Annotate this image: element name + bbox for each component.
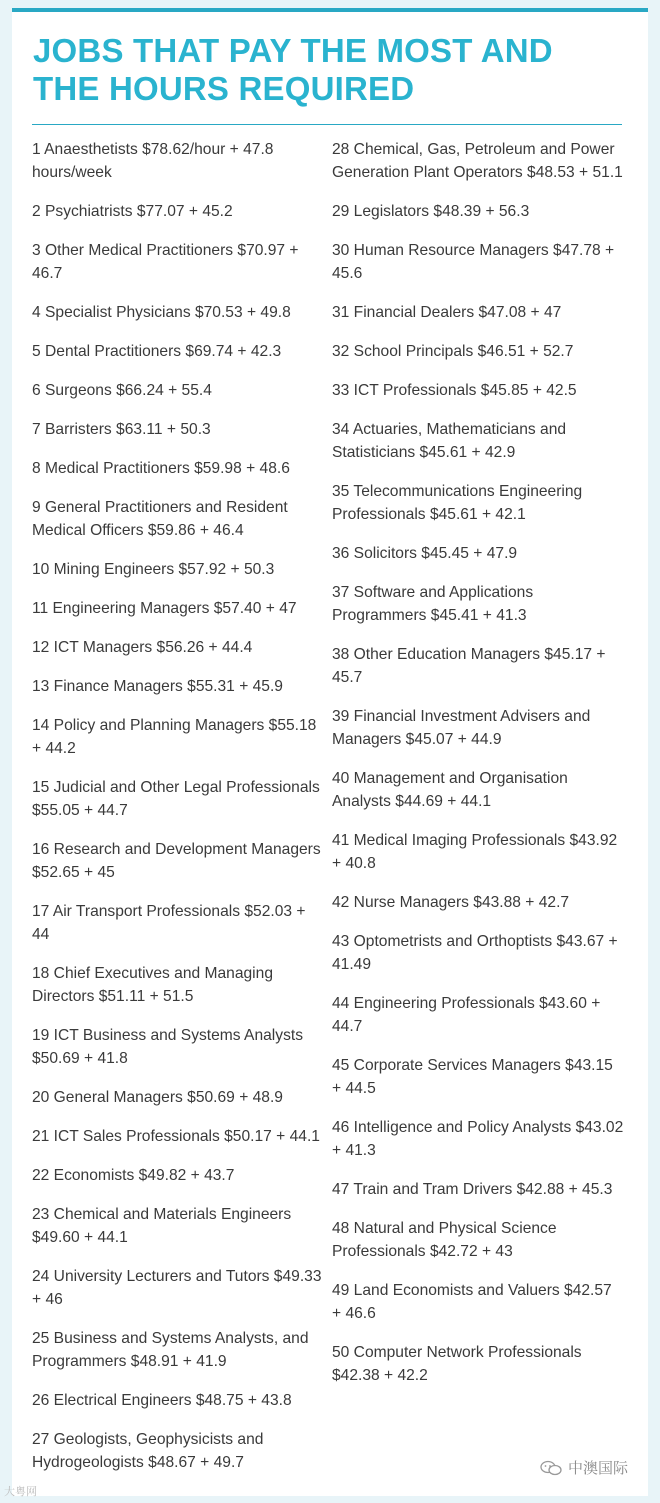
list-item: 44 Engineering Professionals $43.60 + 44.7 [332,995,601,1035]
list-item: 19 ICT Business and Systems Analysts $50.69 + 41.8 [32,1027,303,1067]
list-item: 42 Nurse Managers $43.88 + 42.7 [332,894,570,911]
list-item: 4 Specialist Physicians $70.53 + 49.8 [32,304,291,321]
list-item: 3 Other Medical Practitioners $70.97 + 46.7 [32,242,299,282]
list-item: 10 Mining Engineers $57.92 + 50.3 [32,561,275,578]
list-item: 40 Management and Organisation Analysts $44.69 + 44.1 [332,770,568,810]
list-item: 13 Finance Managers $55.31 + 45.9 [32,678,283,695]
list-item: 37 Software and Applications Programmers $45.41 + 41.3 [332,584,534,624]
title-divider [32,124,622,125]
list-item: 43 Optometrists and Orthoptists $43.67 + 41.49 [332,933,618,973]
jobs-list-left [32,138,322,1490]
list-item: 8 Medical Practitioners $59.98 + 48.6 [32,460,290,477]
page-title: JOBS THAT PAY THE MOST AND THE HOURS REQUIRED [33,32,553,107]
list-item: 7 Barristers $63.11 + 50.3 [32,421,211,438]
watermark-right [540,1457,628,1478]
list-item: 5 Dental Practitioners $69.74 + 42.3 [32,343,282,360]
list-item: 34 Actuaries, Mathematicians and Statisticians $45.61 + 42.9 [332,421,567,461]
list-item: 15 Judicial and Other Legal Professionals $55.05 + 44.7 [32,779,320,819]
list-item: 16 Research and Development Managers $52.65 + 45 [32,841,321,881]
list-item: 31 Financial Dealers $47.08 + 47 [332,304,562,321]
list-item: 32 School Principals $46.51 + 52.7 [332,343,574,360]
list-item: 2 Psychiatrists $77.07 + 45.2 [32,203,233,220]
list-item: 14 Policy and Planning Managers $55.18 + 44.2 [32,717,317,757]
list-item: 11 Engineering Managers $57.40 + 47 [32,600,297,617]
list-item: 38 Other Education Managers $45.17 + 45.7 [332,646,606,686]
list-item: 29 Legislators $48.39 + 56.3 [332,203,530,220]
list-item: 12 ICT Managers $56.26 + 44.4 [32,639,253,656]
list-item: 48 Natural and Physical Science Professionals $42.72 + 43 [332,1220,557,1260]
list-item: 26 Electrical Engineers $48.75 + 43.8 [32,1392,292,1409]
list-item: 30 Human Resource Managers $47.78 + 45.6 [332,242,615,282]
list-item: 50 Computer Network Professionals $42.38 + 42.2 [332,1344,582,1384]
list-item: 39 Financial Investment Advisers and Managers $45.07 + 44.9 [332,708,591,748]
list-item: 33 ICT Professionals $45.85 + 42.5 [332,382,577,399]
list-item: 25 Business and Systems Analysts, and Programmers $48.91 + 41.9 [32,1330,309,1370]
list-item: 24 University Lecturers and Tutors $49.33 + 46 [32,1268,322,1308]
jobs-list-right [332,138,624,1403]
watermark-left: 大粤网 [4,1486,37,1498]
list-item: 35 Telecommunications Engineering Professionals $45.61 + 42.1 [332,483,583,523]
list-item: 6 Surgeons $66.24 + 55.4 [32,382,212,399]
list-item: 36 Solicitors $45.45 + 47.9 [332,545,518,562]
watermark-right-text: 中澳国际 [567,1460,628,1477]
list-item: 17 Air Transport Professionals $52.03 + 44 [32,903,306,943]
list-item: 27 Geologists, Geophysicists and Hydrogeologists $48.67 + 49.7 [32,1431,264,1471]
list-item: 45 Corporate Services Managers $43.15 + 44.5 [332,1057,613,1097]
list-item: 9 General Practitioners and Resident Medical Officers $59.86 + 46.4 [32,499,288,539]
list-item: 46 Intelligence and Policy Analysts $43.02 + 41.3 [332,1119,624,1159]
list-item: 20 General Managers $50.69 + 48.9 [32,1089,283,1106]
list-item: 47 Train and Tram Drivers $42.88 + 45.3 [332,1181,613,1198]
list-item: 21 ICT Sales Professionals $50.17 + 44.1 [32,1128,320,1145]
list-item: 22 Economists $49.82 + 43.7 [32,1167,235,1184]
list-item: 23 Chemical and Materials Engineers $49.60 + 44.1 [32,1206,292,1246]
list-item: 1 Anaesthetists $78.62/hour + 47.8 hours/week [32,141,274,181]
infographic-card [12,8,648,1496]
wechat-icon [540,1460,562,1476]
list-item: 49 Land Economists and Valuers $42.57 + 46.6 [332,1282,612,1322]
list-item: 28 Chemical, Gas, Petroleum and Power Generation Plant Operators $48.53 + 51.1 [332,141,623,181]
list-item: 18 Chief Executives and Managing Directors $51.11 + 51.5 [32,965,273,1005]
list-item: 41 Medical Imaging Professionals $43.92 + 40.8 [332,832,618,872]
